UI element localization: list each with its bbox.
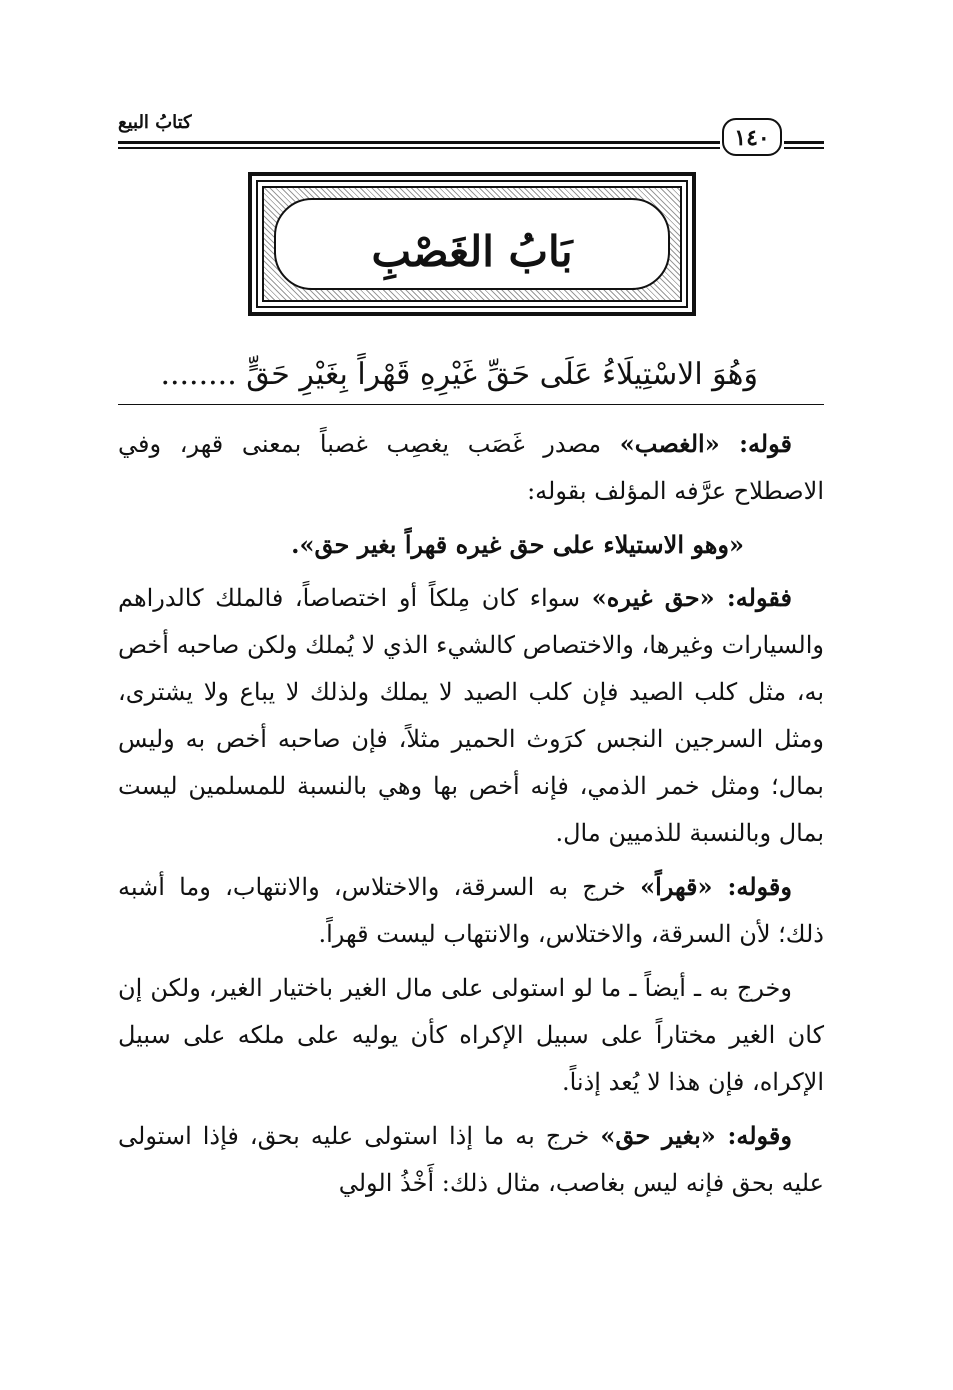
paragraph-quote — [118, 521, 824, 568]
paragraph-text: خرج به ما إذا استولى عليه بحق، فإذا استولى عليه بحق فإنه ليس بغاصب، مثال ذلك: أَخْذُ الولي — [118, 1122, 824, 1197]
header-rule-right-secondary — [784, 147, 824, 149]
paragraph-lead: وقوله: «بغير حق» — [600, 1121, 792, 1150]
page-number: ١٤٠ — [722, 118, 782, 156]
paragraph-text: وخرج به ـ أيضاً ـ ما لو استولى على مال الغير باختيار الغير، ولكن إن كان الغير مختاراً على سبيل الإكراه كأن يوليه على ملكه على سبيل الإكراه، فإن هذا لا يُعد إذناً. — [118, 974, 824, 1096]
paragraph-lead: وقوله: «قهراً» — [640, 872, 792, 901]
chapter-title: بَابُ الغَصْبِ — [371, 227, 573, 276]
header-rule — [118, 141, 720, 144]
paragraph — [118, 863, 824, 958]
paragraph — [118, 964, 824, 1106]
paragraph-text: خرج به السرقة، والاختلاس، والانتهاب، وما أشبه ذلك؛ لأن السرقة، والاختلاس، والانتهاب ليست قهراً. — [118, 873, 824, 948]
matn-separator — [118, 404, 824, 405]
paragraph — [118, 574, 824, 857]
paragraph — [118, 420, 824, 515]
paragraph-text: . — [291, 530, 300, 559]
paragraph — [118, 1112, 824, 1207]
matn-text: وَهُوَ الاسْتِيلَاءُ عَلَى حَقِّ غَيْرِهِ قَهْراً بِغَيْرِ حَقٍّ ........ — [160, 357, 758, 392]
commentary-body — [118, 420, 824, 1213]
paragraph-text: مصدر غَصَب يغصِب غصباً بمعنى قهر، وفي الاصطلاح عرَّفه المؤلف بقوله: — [118, 430, 824, 505]
chapter-title-frame — [248, 172, 696, 316]
paragraph-lead: فقوله: «حق غيره» — [591, 583, 792, 612]
paragraph-lead: قوله: «الغصب» — [619, 429, 792, 458]
paragraph-lead: «وهو الاستيلاء على حق غيره قهراً بغير حق» — [299, 530, 744, 559]
header-rule-right — [784, 141, 824, 144]
paragraph-text: سواء كان مِلكاً أو اختصاصاً، فالملك كالدراهم والسيارات وغيرها، والاختصاص كالشيء الذي لا يُملك ولكن صاحبه أخص به، مثل كلب الصيد فإن كلب الصيد لا يملك ولذلك لا يباع ولا يشترى، ومثل السرجين النجس كرَوث الحمير مثلاً، فإن صاحبه أخص به وليس بمال؛ ومثل خمر الذمي، فإنه أخص بها وهي بالنسبة للمسلمين ليست بمال وبالنسبة للذميين مال. — [118, 584, 824, 847]
header-rule-secondary — [118, 147, 720, 149]
running-header-title: كتابُ البيع — [118, 112, 192, 133]
frame-cartouche — [274, 198, 670, 290]
